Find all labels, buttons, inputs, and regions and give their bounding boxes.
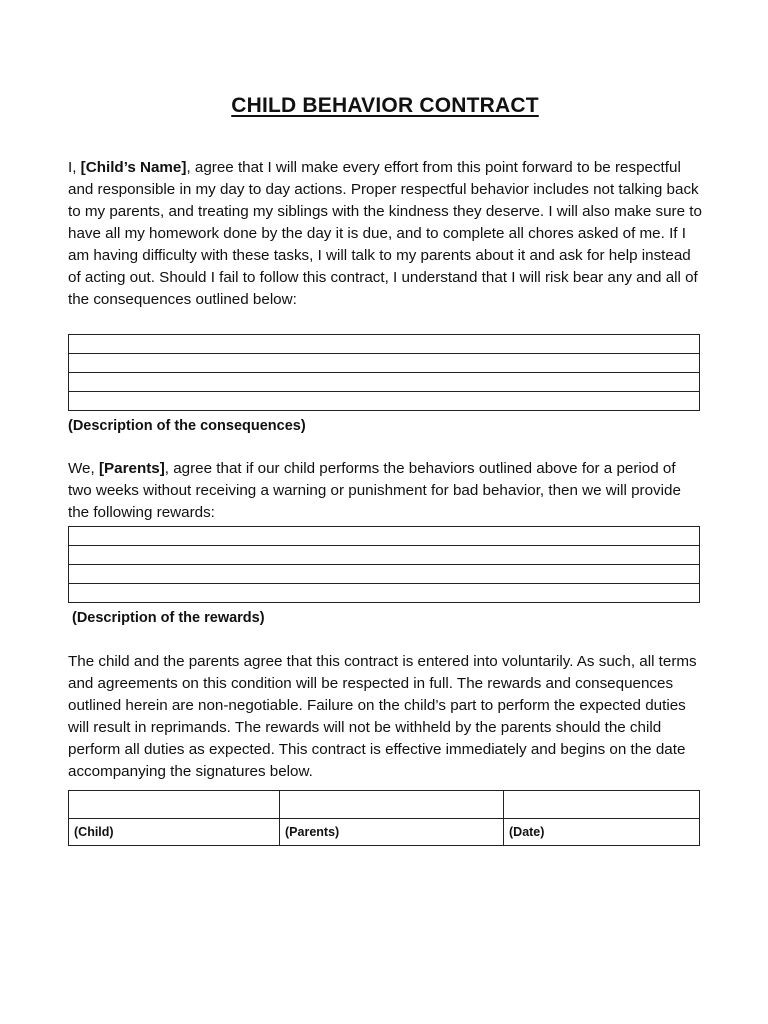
agreement-paragraph: The child and the parents agree that this contract is entered into voluntarily. As such, all terms and agreements on this condition will be respected in full. The rewards and consequences outlined herein are non-negotiable. Failure on the child’s part to perform the expected duties will result in reprimands. The rewards will not be withheld by the parents should the child perform all duties as expected. This contract is effective immediately and begins on the date accompanying the signatures below. (68, 653, 697, 780)
rewards-lines (68, 526, 700, 603)
parent-pledge-text: , agree that if our child performs the behaviors outlined above for a period of two weeks without receiving a warning or punishment for bad behavior, then we will provide the following rewards: (68, 460, 681, 521)
reward-line-cell (69, 527, 700, 546)
reward-line-cell (69, 546, 700, 565)
child-signature-cell (69, 791, 280, 819)
parent-pledge-prefix: We, (68, 460, 99, 477)
reward-line (69, 546, 700, 565)
rewards-caption: (Description of the rewards) (72, 610, 265, 626)
child-pledge-text: , agree that I will make every effort from this point forward to be respectful and responsible in my day to day actions. Proper respectful behavior includes not talking back to my parents, and treating my siblings with the kindness they deserve. I will also make sure to have all my homework done by the day it is due, and to complete all chores asked of me. If I am having difficulty with these tasks, I will talk to my parents about it and ask for help instead of acting out. Should I fail to follow this contract, I understand that I will risk bear any and all of the consequences outlined below: (68, 159, 702, 308)
child-pledge-prefix: I, (68, 159, 81, 176)
reward-line (69, 584, 700, 603)
child-pledge-paragraph (68, 157, 702, 311)
reward-line-cell (69, 565, 700, 584)
contract-title: CHILD BEHAVIOR CONTRACT (231, 94, 539, 117)
date-signature-cell (504, 791, 700, 819)
child-name-placeholder: [Child’s Name] (80, 159, 187, 176)
consequence-line-cell (69, 392, 700, 411)
reward-line-cell (69, 584, 700, 603)
child-signature-label: (Child) (69, 819, 280, 846)
parent-pledge-paragraph (68, 458, 702, 524)
consequence-line-cell (69, 354, 700, 373)
consequence-line (69, 373, 700, 392)
parents-signature-cell (280, 791, 504, 819)
signature-row (69, 791, 700, 819)
parents-name-placeholder: [Parents] (98, 460, 165, 477)
date-signature-label: (Date) (504, 819, 700, 846)
signature-label-row (69, 819, 700, 846)
consequence-line (69, 335, 700, 354)
consequence-line (69, 392, 700, 411)
consequence-line-cell (69, 373, 700, 392)
consequence-line-cell (69, 335, 700, 354)
consequences-lines (68, 334, 700, 411)
reward-line (69, 565, 700, 584)
signature-table (68, 790, 700, 846)
parents-signature-label: (Parents) (280, 819, 504, 846)
consequences-caption: (Description of the consequences) (68, 418, 306, 434)
reward-line (69, 527, 700, 546)
consequence-line (69, 354, 700, 373)
